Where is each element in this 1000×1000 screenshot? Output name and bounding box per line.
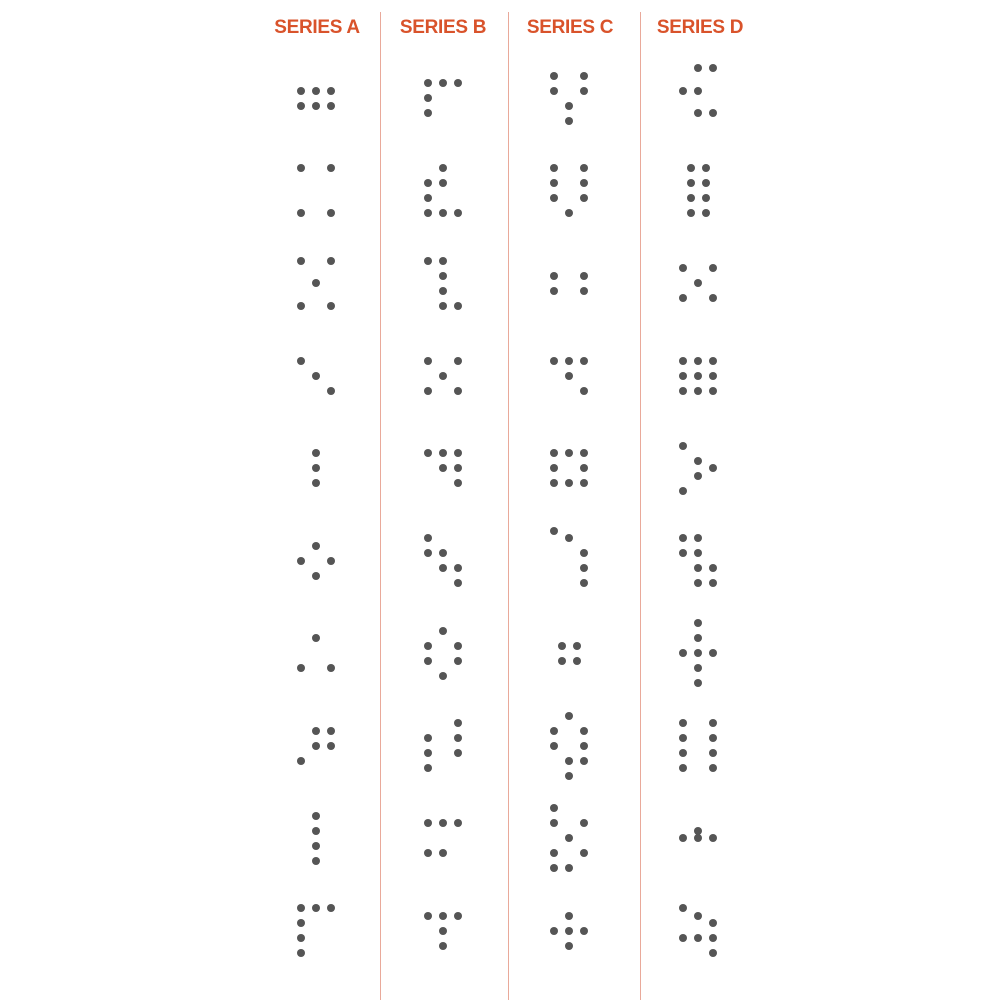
dot bbox=[439, 287, 447, 295]
dot bbox=[709, 564, 717, 572]
dot bbox=[580, 849, 588, 857]
dot bbox=[565, 102, 573, 110]
dot bbox=[709, 109, 717, 117]
dot bbox=[550, 742, 558, 750]
dot bbox=[297, 102, 305, 110]
dot bbox=[550, 819, 558, 827]
dot bbox=[565, 712, 573, 720]
dot bbox=[424, 109, 432, 117]
dot bbox=[550, 464, 558, 472]
dot bbox=[709, 649, 717, 657]
dot bbox=[580, 727, 588, 735]
dot bbox=[312, 572, 320, 580]
dot bbox=[709, 934, 717, 942]
dot bbox=[424, 179, 432, 187]
dot bbox=[439, 257, 447, 265]
dot bbox=[297, 209, 305, 217]
dot bbox=[694, 619, 702, 627]
dot bbox=[312, 727, 320, 735]
column-divider bbox=[508, 12, 509, 1000]
dot bbox=[687, 164, 695, 172]
dot bbox=[312, 842, 320, 850]
dot bbox=[679, 442, 687, 450]
dot bbox=[694, 457, 702, 465]
series-a-header: SERIES A bbox=[274, 17, 360, 38]
dot bbox=[580, 449, 588, 457]
dot bbox=[454, 642, 462, 650]
dot bbox=[454, 912, 462, 920]
dot bbox=[580, 564, 588, 572]
dot bbox=[297, 164, 305, 172]
dot bbox=[550, 864, 558, 872]
dot bbox=[439, 927, 447, 935]
dot bbox=[709, 464, 717, 472]
dot bbox=[694, 357, 702, 365]
dot bbox=[550, 849, 558, 857]
dot bbox=[580, 927, 588, 935]
dot bbox=[454, 819, 462, 827]
dot bbox=[702, 179, 710, 187]
dot bbox=[327, 209, 335, 217]
dot bbox=[702, 209, 710, 217]
dot bbox=[709, 264, 717, 272]
dot bbox=[550, 72, 558, 80]
dot bbox=[424, 257, 432, 265]
dot bbox=[550, 272, 558, 280]
dot bbox=[565, 757, 573, 765]
dot bbox=[439, 849, 447, 857]
dot bbox=[424, 94, 432, 102]
dot bbox=[327, 904, 335, 912]
dot bbox=[327, 387, 335, 395]
dot bbox=[454, 464, 462, 472]
dot bbox=[454, 564, 462, 572]
dot bbox=[312, 857, 320, 865]
dot bbox=[424, 194, 432, 202]
dot bbox=[565, 772, 573, 780]
dot bbox=[694, 664, 702, 672]
dot bbox=[694, 372, 702, 380]
dot bbox=[565, 864, 573, 872]
dot bbox=[439, 209, 447, 217]
column-divider bbox=[380, 12, 381, 1000]
dot bbox=[424, 357, 432, 365]
dot bbox=[694, 387, 702, 395]
dot bbox=[565, 209, 573, 217]
dot bbox=[694, 912, 702, 920]
dot bbox=[679, 764, 687, 772]
dot bbox=[694, 934, 702, 942]
dot bbox=[297, 87, 305, 95]
dot bbox=[454, 302, 462, 310]
dot bbox=[709, 294, 717, 302]
dot bbox=[454, 749, 462, 757]
dot bbox=[709, 387, 717, 395]
dot bbox=[679, 264, 687, 272]
dot bbox=[454, 449, 462, 457]
dot bbox=[550, 164, 558, 172]
dot bbox=[694, 279, 702, 287]
dot bbox=[424, 657, 432, 665]
dot bbox=[694, 679, 702, 687]
dot bbox=[580, 819, 588, 827]
dot bbox=[550, 87, 558, 95]
dot bbox=[454, 479, 462, 487]
series-d-header: SERIES D bbox=[656, 17, 744, 38]
dot bbox=[679, 372, 687, 380]
dot bbox=[709, 734, 717, 742]
dot bbox=[424, 734, 432, 742]
dot bbox=[297, 257, 305, 265]
dot bbox=[297, 557, 305, 565]
dot bbox=[580, 287, 588, 295]
dot bbox=[327, 102, 335, 110]
dot bbox=[580, 464, 588, 472]
dot bbox=[424, 549, 432, 557]
dot bbox=[565, 912, 573, 920]
dot bbox=[550, 449, 558, 457]
dot bbox=[439, 272, 447, 280]
dot bbox=[558, 657, 566, 665]
dot bbox=[550, 194, 558, 202]
dot bbox=[312, 742, 320, 750]
dot bbox=[454, 209, 462, 217]
dot bbox=[424, 764, 432, 772]
dot bbox=[580, 87, 588, 95]
dot bbox=[679, 934, 687, 942]
dot bbox=[439, 179, 447, 187]
dot bbox=[679, 534, 687, 542]
dot bbox=[439, 449, 447, 457]
dot bbox=[550, 357, 558, 365]
dot bbox=[565, 927, 573, 935]
dot bbox=[297, 904, 305, 912]
dot bbox=[573, 642, 581, 650]
dot bbox=[565, 534, 573, 542]
dot bbox=[694, 564, 702, 572]
dot bbox=[694, 834, 702, 842]
dot bbox=[687, 194, 695, 202]
dot bbox=[709, 579, 717, 587]
dot bbox=[439, 164, 447, 172]
dot bbox=[580, 179, 588, 187]
dot bbox=[709, 764, 717, 772]
dot bbox=[439, 672, 447, 680]
dot bbox=[550, 527, 558, 535]
dot bbox=[439, 564, 447, 572]
dot bbox=[550, 727, 558, 735]
dot bbox=[550, 479, 558, 487]
dot bbox=[327, 257, 335, 265]
dot bbox=[679, 649, 687, 657]
dot bbox=[694, 549, 702, 557]
dot bbox=[702, 164, 710, 172]
dot bbox=[439, 464, 447, 472]
dot bbox=[327, 302, 335, 310]
dot bbox=[297, 664, 305, 672]
dot bbox=[694, 634, 702, 642]
dot bbox=[679, 294, 687, 302]
dot bbox=[439, 302, 447, 310]
dot bbox=[709, 749, 717, 757]
dot bbox=[424, 819, 432, 827]
dot bbox=[424, 912, 432, 920]
dot bbox=[424, 79, 432, 87]
dot bbox=[687, 209, 695, 217]
column-divider bbox=[640, 12, 641, 1000]
dot bbox=[679, 487, 687, 495]
dot bbox=[312, 372, 320, 380]
dot bbox=[580, 757, 588, 765]
dot bbox=[694, 649, 702, 657]
dot bbox=[424, 387, 432, 395]
dot bbox=[439, 912, 447, 920]
dot bbox=[439, 372, 447, 380]
series-c-header: SERIES C bbox=[526, 17, 614, 38]
dot bbox=[312, 279, 320, 287]
dot bbox=[709, 834, 717, 842]
dot bbox=[679, 719, 687, 727]
dot bbox=[297, 934, 305, 942]
dot bbox=[709, 372, 717, 380]
dot bbox=[580, 72, 588, 80]
dot bbox=[580, 194, 588, 202]
dot bbox=[327, 87, 335, 95]
dot bbox=[565, 372, 573, 380]
dot bbox=[312, 812, 320, 820]
dot bbox=[580, 357, 588, 365]
dot bbox=[312, 542, 320, 550]
dot bbox=[424, 642, 432, 650]
dot bbox=[312, 87, 320, 95]
dot bbox=[454, 387, 462, 395]
dot bbox=[580, 272, 588, 280]
dot bbox=[694, 472, 702, 480]
dot bbox=[297, 949, 305, 957]
dot bbox=[439, 79, 447, 87]
dot bbox=[454, 357, 462, 365]
dot bbox=[580, 387, 588, 395]
dot bbox=[709, 919, 717, 927]
dot bbox=[550, 179, 558, 187]
dot bbox=[297, 919, 305, 927]
dot bbox=[558, 642, 566, 650]
dot bbox=[580, 742, 588, 750]
series-d-column bbox=[698, 0, 699, 1000]
dot bbox=[679, 87, 687, 95]
dot bbox=[679, 549, 687, 557]
dot bbox=[550, 804, 558, 812]
dot bbox=[709, 949, 717, 957]
dot bbox=[702, 194, 710, 202]
dot bbox=[694, 534, 702, 542]
dot bbox=[439, 627, 447, 635]
dot bbox=[454, 734, 462, 742]
dot bbox=[565, 834, 573, 842]
dot bbox=[297, 757, 305, 765]
dot bbox=[312, 479, 320, 487]
dot bbox=[424, 209, 432, 217]
dot bbox=[439, 942, 447, 950]
dot bbox=[565, 117, 573, 125]
dot bbox=[312, 449, 320, 457]
dot bbox=[439, 819, 447, 827]
series-a-column bbox=[316, 0, 317, 1000]
dot bbox=[565, 449, 573, 457]
dot bbox=[550, 927, 558, 935]
dot bbox=[565, 942, 573, 950]
dot bbox=[424, 849, 432, 857]
dot bbox=[297, 357, 305, 365]
dot bbox=[679, 734, 687, 742]
dot bbox=[709, 357, 717, 365]
series-c-column bbox=[569, 0, 570, 1000]
dot bbox=[454, 719, 462, 727]
dot bbox=[565, 479, 573, 487]
dot bbox=[580, 549, 588, 557]
dot bbox=[679, 904, 687, 912]
dot bbox=[709, 64, 717, 72]
dot bbox=[679, 387, 687, 395]
dot bbox=[312, 634, 320, 642]
dot bbox=[312, 464, 320, 472]
dot bbox=[424, 449, 432, 457]
dot bbox=[424, 749, 432, 757]
dot bbox=[454, 579, 462, 587]
dot bbox=[327, 664, 335, 672]
dot bbox=[327, 557, 335, 565]
dot bbox=[327, 742, 335, 750]
dot bbox=[709, 719, 717, 727]
dot bbox=[580, 164, 588, 172]
dot bbox=[439, 549, 447, 557]
dot bbox=[687, 179, 695, 187]
dot bbox=[327, 164, 335, 172]
dot bbox=[580, 479, 588, 487]
dot bbox=[550, 287, 558, 295]
dot bbox=[312, 827, 320, 835]
dot bbox=[297, 302, 305, 310]
dot bbox=[454, 79, 462, 87]
dot bbox=[679, 357, 687, 365]
series-b-header: SERIES B bbox=[399, 17, 487, 38]
dot bbox=[312, 904, 320, 912]
dot bbox=[694, 579, 702, 587]
dot bbox=[312, 102, 320, 110]
dot bbox=[565, 357, 573, 365]
dot bbox=[573, 657, 581, 665]
dot bbox=[454, 657, 462, 665]
dot bbox=[580, 579, 588, 587]
series-b-column bbox=[443, 0, 444, 1000]
dot bbox=[679, 749, 687, 757]
dot bbox=[694, 109, 702, 117]
dot bbox=[694, 87, 702, 95]
dot bbox=[694, 64, 702, 72]
dot bbox=[327, 727, 335, 735]
dot bbox=[424, 534, 432, 542]
dot bbox=[679, 834, 687, 842]
